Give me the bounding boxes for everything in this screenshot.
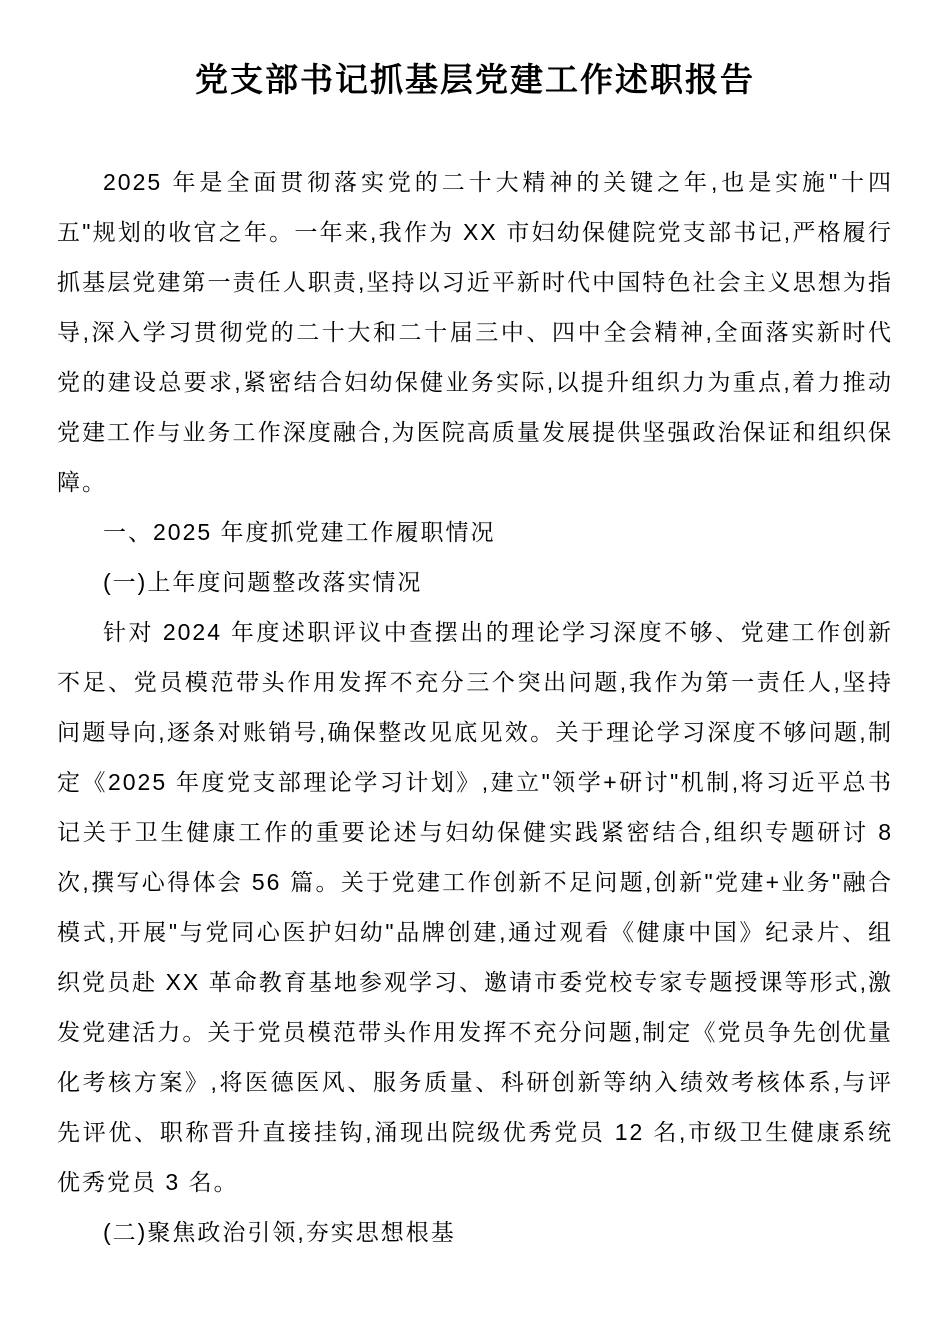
paragraph-introduction: 2025 年是全面贯彻落实党的二十大精神的关键之年,也是实施"十四五"规划的收官之年。一年来,我作为 XX 市妇幼保健院党支部书记,严格履行抓基层党建第一责任人职责,坚持以习近平新时代中国特色社会主义思想为指导,深入学习贯彻党的二十大和二十届三中、四中全会精神,全面落实新时代党的建设总要求,紧密结合妇幼保健业务实际,以提升组织力为重点,着力推动党建工作与业务工作深度融合,为医院高质量发展提供坚强政治保证和组织保障。 bbox=[57, 169, 893, 495]
document-title: 党支部书记抓基层党建工作述职报告 bbox=[195, 61, 755, 98]
subsection-heading-1: (一)上年度问题整改落实情况 bbox=[103, 569, 423, 595]
subsection-heading-2: (二)聚焦政治引领,夯实思想根基 bbox=[103, 1219, 456, 1245]
document-body bbox=[57, 157, 893, 1257]
section-heading-1: 一、2025 年度抓党建工作履职情况 bbox=[103, 519, 496, 545]
paragraph-rectification: 针对 2024 年度述职评议中查摆出的理论学习深度不够、党建工作创新不足、党员模范带头作用发挥不充分三个突出问题,我作为第一责任人,坚持问题导向,逐条对账销号,确保整改见底见效。关于理论学习深度不够问题,制定《2025 年度党支部理论学习计划》,建立"领学+研讨"机制,将习近平总书记关于卫生健康工作的重要论述与妇幼保健实践紧密结合,组织专题研讨 8 次,撰写心得体会 56 篇。关于党建工作创新不足问题,创新"党建+业务"融合模式,开展"与党同心医护妇幼"品牌创建,通过观看《健康中国》纪录片、组织党员赴 XX 革命教育基地参观学习、邀请市委党校专家专题授课等形式,激发党建活力。关于党员模范带头作用发挥不充分问题,制定《党员争先创优量化考核方案》,将医德医风、服务质量、科研创新等纳入绩效考核体系,与评先评优、职称晋升直接挂钩,涌现出院级优秀党员 12 名,市级卫生健康系统优秀党员 3 名。 bbox=[57, 619, 893, 1195]
